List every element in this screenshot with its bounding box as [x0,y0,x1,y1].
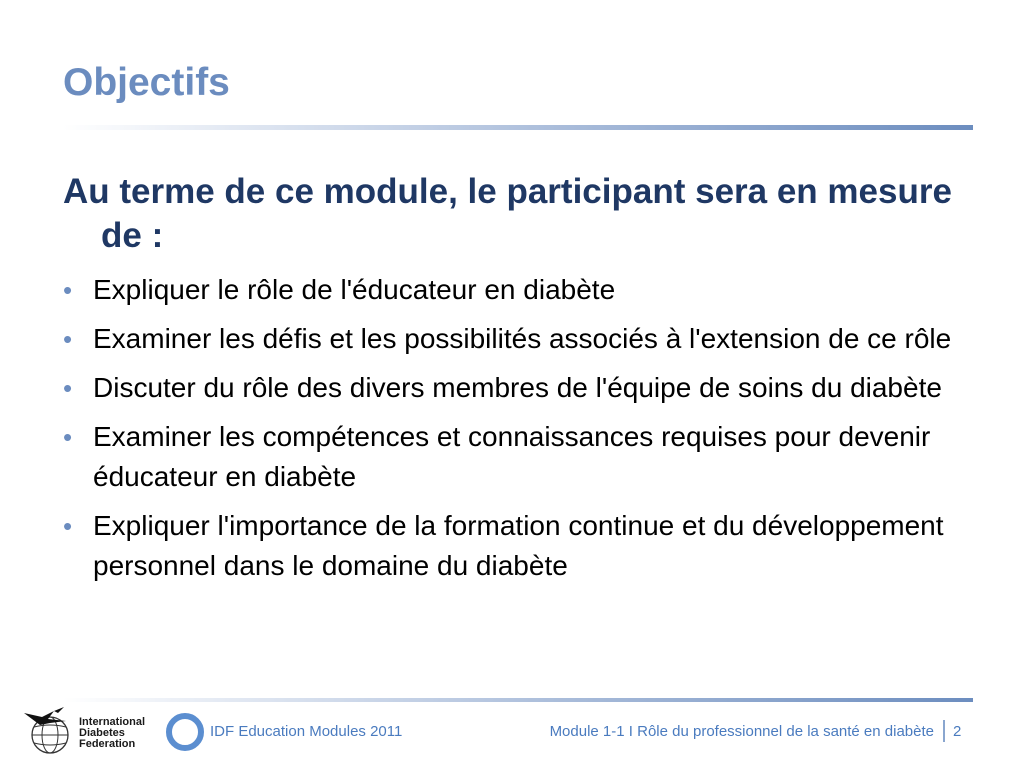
module-title: Module 1-1 I Rôle du professionnel de la santé en diabète [549,723,934,740]
title-divider [63,125,973,130]
objective-text: Expliquer le rôle de l'éducateur en diabète [93,274,616,305]
bullet-icon: • [63,373,73,403]
ring-icon [166,713,204,751]
logo-text [79,717,145,750]
bullet-icon: • [63,511,73,541]
bullet-icon: • [63,324,73,354]
bullet-icon: • [63,422,73,452]
objectives-list [63,270,973,595]
logo-line: International [79,716,146,728]
objective-text: Discuter du rôle des divers membres de l'équipe de soins du diabète [93,372,942,403]
objective-text: Examiner les compétences et connaissances requises pour devenir éducateur en diabète [93,421,931,492]
objective-item [63,319,973,359]
objective-item [63,506,973,586]
logo-line: Federation [79,738,136,750]
footer-divider [63,698,973,702]
objective-text: Expliquer l'importance de la formation continue et du développement personnel dans le domaine du diabète [93,510,944,581]
globe-bird-icon [20,703,78,759]
idf-logo [20,703,150,759]
objective-item [63,368,973,408]
bullet-icon: • [63,275,73,305]
slide-title: Objectifs [63,61,230,104]
intro-text: Au terme de ce module, le participant sera en mesure de : [63,172,952,255]
objective-text: Examiner les défis et les possibilités associés à l'extension de ce rôle [93,323,952,354]
page-number: 2 [953,723,962,740]
logo-line: Diabetes [79,727,125,739]
footer-separator [943,720,945,742]
modules-label: IDF Education Modules 2011 [210,723,403,740]
objective-item [63,270,973,310]
objective-item [63,417,973,497]
